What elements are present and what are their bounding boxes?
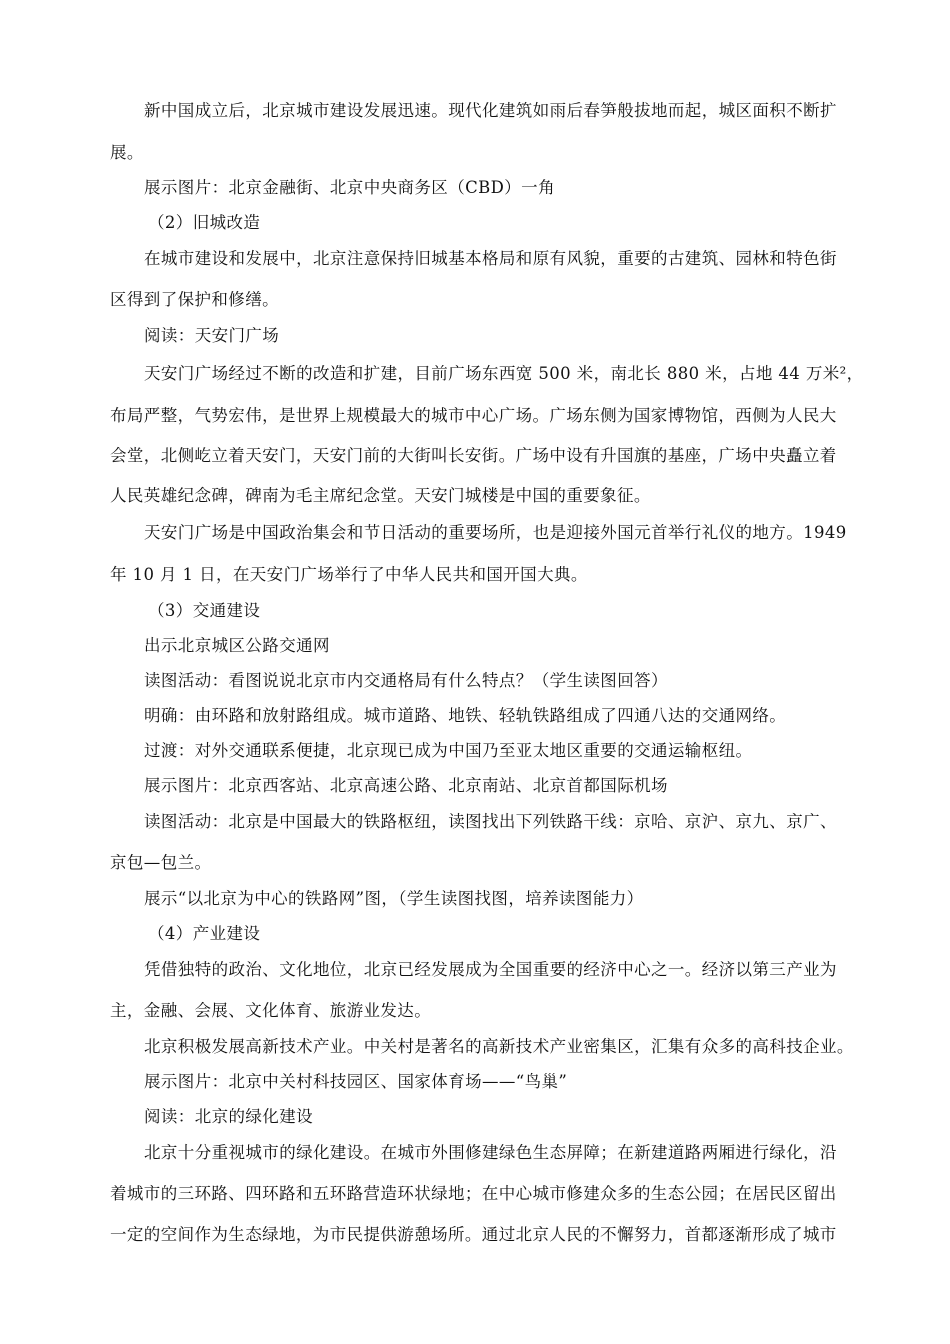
paragraph-line: 区得到了保护和修缮。: [110, 290, 279, 309]
paragraph-line: 北京积极发展高新技术产业。中关村是著名的高新技术产业密集区，汇集有众多的高科技企业。: [144, 1037, 854, 1056]
section-heading: （3）交通建设: [148, 601, 261, 620]
paragraph-line: 布局严整，气势宏伟，是世界上规模最大的城市中心广场。广场东侧为国家博物馆，西侧为人民大: [110, 406, 837, 425]
paragraph-line: 阅读：北京的绿化建设: [144, 1107, 313, 1126]
paragraph-line: 展示“以北京为中心的铁路网”图，（学生读图找图，培养读图能力）: [144, 889, 644, 908]
paragraph-line: 新中国成立后，北京城市建设发展迅速。现代化建筑如雨后春笋般拔地而起，城区面积不断扩: [144, 101, 837, 120]
paragraph-line: 展。: [110, 143, 144, 162]
paragraph-line: 过渡：对外交通联系便捷，北京现已成为中国乃至亚太地区重要的交通运输枢纽。: [144, 741, 753, 760]
paragraph-line: 人民英雄纪念碑，碑南为毛主席纪念堂。天安门城楼是中国的重要象征。: [110, 486, 651, 505]
paragraph-line: 天安门广场是中国政治集会和节日活动的重要场所，也是迎接外国元首举行礼仪的地方。1949: [144, 523, 847, 542]
paragraph-line: 一定的空间作为生态绿地，为市民提供游憩场所。通过北京人民的不懈努力，首都逐渐形成了城市: [110, 1225, 837, 1244]
paragraph-line: 展示图片：北京中关村科技园区、国家体育场——“鸟巢”: [144, 1072, 568, 1091]
section-heading: （2）旧城改造: [148, 213, 261, 232]
paragraph-line: 京包—包兰。: [110, 853, 212, 872]
paragraph-line: 会堂，北侧屹立着天安门，天安门前的大街叫长安街。广场中设有升国旗的基座，广场中央矗立着: [110, 446, 837, 465]
section-heading: （4）产业建设: [148, 924, 261, 943]
paragraph-line: 在城市建设和发展中，北京注意保持旧城基本格局和原有风貌，重要的古建筑、园林和特色街: [144, 249, 837, 268]
paragraph-line: 阅读：天安门广场: [144, 326, 280, 345]
paragraph-line: 天安门广场经过不断的改造和扩建，目前广场东西宽 500 米，南北长 880 米，占地 44 万米²，: [144, 364, 864, 383]
paragraph-line: 明确：由环路和放射路组成。城市道路、地铁、轻轨铁路组成了四通八达的交通网络。: [144, 706, 787, 725]
paragraph-line: 读图活动：看图说说北京市内交通格局有什么特点？（学生读图回答）: [144, 671, 668, 690]
paragraph-line: 读图活动：北京是中国最大的铁路枢纽，读图找出下列铁路干线：京哈、京沪、京九、京广、: [144, 812, 837, 831]
paragraph-line: 出示北京城区公路交通网: [144, 636, 330, 655]
paragraph-line: 展示图片：北京西客站、北京高速公路、北京南站、北京首都国际机场: [144, 776, 668, 795]
paragraph-line: 主，金融、会展、文化体育、旅游业发达。: [110, 1001, 432, 1020]
paragraph-line: 年 10 月 1 日，在天安门广场举行了中华人民共和国开国大典。: [110, 565, 588, 584]
paragraph-line: 展示图片：北京金融街、北京中央商务区（CBD）一角: [144, 178, 555, 197]
paragraph-line: 着城市的三环路、四环路和五环路营造环状绿地；在中心城市修建众多的生态公园；在居民区留出: [110, 1184, 837, 1203]
paragraph-line: 凭借独特的政治、文化地位，北京已经发展成为全国重要的经济中心之一。经济以第三产业为: [144, 960, 837, 979]
paragraph-line: 北京十分重视城市的绿化建设。在城市外围修建绿色生态屏障；在新建道路两厢进行绿化，沿: [144, 1143, 837, 1162]
